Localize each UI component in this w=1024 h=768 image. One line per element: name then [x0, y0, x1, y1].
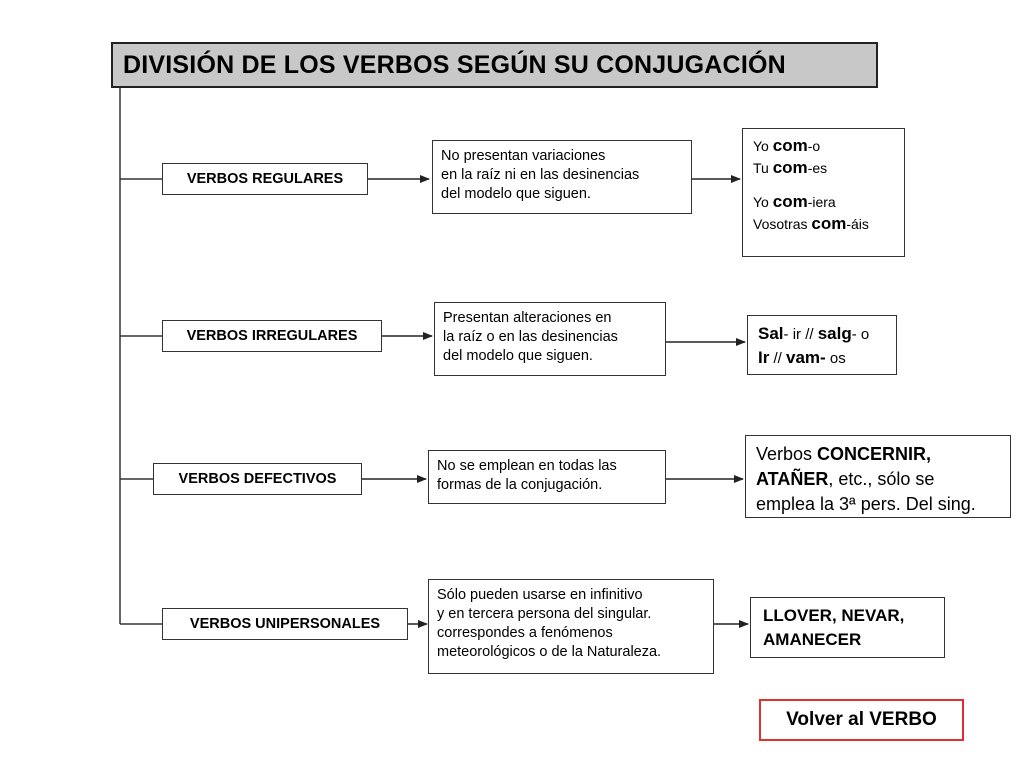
examples-regulares — [742, 128, 905, 257]
description-defectivos — [428, 450, 666, 504]
description-line: Sólo pueden usarse en infinitivo — [437, 587, 643, 603]
example-line: Yo com-iera — [753, 192, 836, 211]
description-line: Presentan alteraciones en — [443, 310, 612, 326]
examples-defectivos — [745, 435, 1011, 518]
description-line: del modelo que siguen. — [441, 186, 591, 202]
description-line: formas de la conjugación. — [437, 477, 603, 493]
description-line: No presentan variaciones — [441, 148, 606, 164]
description-regulares — [432, 140, 692, 214]
example-line: Tu com-es — [753, 158, 828, 177]
description-line: meteorológicos o de la Naturaleza. — [437, 644, 662, 660]
category-unipersonales-label: VERBOS UNIPERSONALES — [189, 616, 381, 632]
description-line: No se emplean en todas las — [437, 458, 617, 474]
example-line: AMANECER — [763, 630, 862, 649]
category-defectivos — [153, 463, 362, 495]
examples-unipersonales — [750, 597, 945, 658]
example-line: Verbos CONCERNIR, — [756, 444, 932, 464]
back-to-verbo-button[interactable]: Volver al VERBO — [759, 699, 964, 741]
description-line: del modelo que siguen. — [443, 348, 593, 364]
category-regulares-label: VERBOS REGULARES — [186, 171, 344, 187]
example-line: Ir // vam- os — [758, 348, 846, 367]
example-line: ATAÑER, etc., sólo se — [756, 469, 935, 489]
description-line: la raíz o en las desinencias — [443, 329, 618, 345]
examples-irregulares — [747, 315, 897, 375]
example-line: Sal- ir // salg- o — [758, 324, 870, 343]
category-defectivos-label: VERBOS DEFECTIVOS — [178, 471, 337, 487]
description-irregulares — [434, 302, 666, 376]
description-line: y en tercera persona del singular. — [437, 606, 652, 622]
description-line: en la raíz ni en las desinencias — [441, 167, 640, 183]
category-irregulares — [162, 320, 382, 352]
example-line: emplea la 3ª pers. Del sing. — [756, 494, 976, 514]
category-unipersonales — [162, 608, 408, 640]
category-irregulares-label: VERBOS IRREGULARES — [186, 328, 358, 344]
example-line: Yo com-o — [753, 136, 821, 155]
description-line: correspondes a fenómenos — [437, 625, 613, 641]
page-title: DIVISIÓN DE LOS VERBOS SEGÚN SU CONJUGACIÓN — [111, 42, 878, 88]
category-regulares — [162, 163, 368, 195]
description-unipersonales — [428, 579, 714, 674]
example-line: LLOVER, NEVAR, — [763, 606, 905, 625]
example-line: Vosotras com-áis — [753, 214, 869, 233]
